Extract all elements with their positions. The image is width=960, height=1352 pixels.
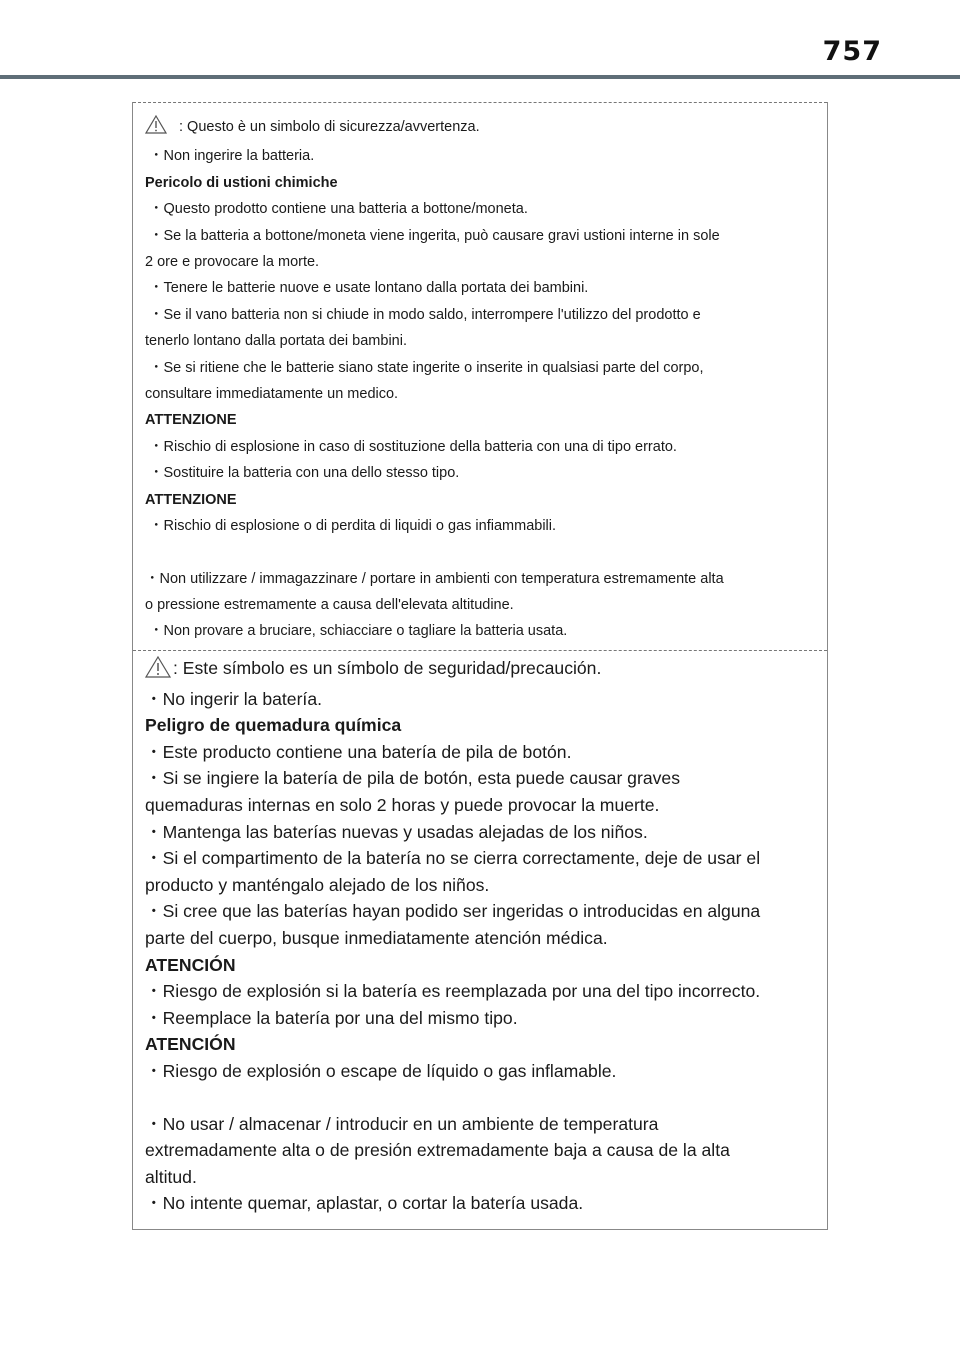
text-line: ・Rischio di esplosione in caso di sostituzione della batteria con una di tipo errato.: [149, 438, 677, 455]
spanish-lines: [145, 686, 815, 1217]
text-line: ・Tenere le batterie nuove e usate lontano dalla portata dei bambini.: [149, 280, 589, 297]
warning-triangle-icon: [145, 115, 167, 143]
text-line: producto y manténgalo alejado de los niños.: [145, 874, 490, 895]
text-line: ・Rischio di esplosione o di perdita di liquidi o gas infiammabili.: [149, 518, 557, 535]
text-line: quemaduras internas en solo 2 horas y puede provocar la muerte.: [145, 794, 660, 815]
spanish-warning-line: [145, 655, 815, 686]
text-line: tenerlo lontano dalla portata dei bambini.: [145, 333, 407, 350]
text-line: ・No usar / almacenar / introducir en un ambiente de temperatura: [145, 1113, 659, 1134]
text-line: consultare immediatamente un medico.: [145, 386, 399, 403]
header-rule: [0, 75, 960, 79]
text-line: ・Sostituire la batteria con una dello stesso tipo.: [149, 465, 460, 482]
text-line: altitud.: [145, 1166, 197, 1187]
section-heading: ATTENZIONE: [145, 491, 237, 508]
text-line: ・Riesgo de explosión si la batería es reemplazada por una del tipo incorrecto.: [145, 981, 761, 1002]
section-heading: Pericolo di ustioni chimiche: [145, 174, 338, 191]
text-line: extremadamente alta o de presión extremadamente baja a causa de la alta: [145, 1140, 730, 1161]
text-line: ・Reemplace la batería por una del mismo tipo.: [145, 1007, 518, 1028]
blank-line: [145, 540, 815, 566]
italian-lines: [145, 143, 815, 644]
text-line: o pressione estremamente a causa dell'elevata altitudine.: [145, 596, 514, 613]
text-line: ・Se la batteria a bottone/moneta viene ingerita, può causare gravi ustioni interne in sole: [149, 227, 720, 244]
text-line: ・Non utilizzare / immagazzinare / portare in ambienti con temperatura estremamente alta: [145, 570, 724, 587]
italian-warning-line: [145, 114, 815, 143]
section-heading: Peligro de quemadura química: [145, 715, 402, 736]
text-line: ・Si el compartimento de la batería no se cierra correctamente, deje de usar el: [145, 848, 761, 869]
text-line: ・No ingerir la batería.: [145, 688, 322, 709]
middle-dashed-divider: [133, 650, 827, 651]
text-line: ・Riesgo de explosión o escape de líquido o gas inflamable.: [145, 1060, 617, 1081]
section-heading: ATENCIÓN: [145, 954, 236, 975]
section-heading: ATTENZIONE: [145, 412, 237, 429]
text-line: ・Mantenga las baterías nuevas y usadas alejadas de los niños.: [145, 821, 648, 842]
text-line: ・Non ingerire la batteria.: [149, 148, 315, 165]
italian-warning-text: : Questo è un simbolo di sicurezza/avvertenza.: [179, 119, 480, 135]
text-line: parte del cuerpo, busque inmediatamente atención médica.: [145, 927, 608, 948]
text-line: ・Se il vano batteria non si chiude in modo saldo, interrompere l'utilizzo del prodotto e: [149, 306, 701, 323]
italian-section: [145, 114, 815, 645]
section-heading: ATENCIÓN: [145, 1034, 236, 1055]
text-line: 2 ore e provocare la morte.: [145, 254, 320, 271]
text-line: ・Este producto contiene una batería de pila de botón.: [145, 741, 572, 762]
top-dashed-border: [133, 102, 827, 103]
warning-triangle-icon: [145, 656, 171, 686]
blank-line: [145, 1085, 815, 1111]
text-line: ・Non provare a bruciare, schiacciare o tagliare la batteria usata.: [149, 623, 568, 640]
text-line: ・Questo prodotto contiene una batteria a bottone/moneta.: [149, 201, 528, 218]
warning-box: [132, 102, 828, 1230]
text-line: ・Si se ingiere la batería de pila de botón, esta puede causar graves: [145, 768, 680, 789]
text-line: ・Si cree que las baterías hayan podido ser ingeridas o introducidas en alguna: [145, 901, 761, 922]
page-number: 757: [822, 36, 882, 67]
spanish-warning-text: : Este símbolo es un símbolo de seguridad/precaución.: [173, 658, 602, 678]
text-line: ・No intente quemar, aplastar, o cortar la batería usada.: [145, 1193, 584, 1214]
spanish-section: [145, 655, 815, 1217]
text-line: ・Se si ritiene che le batterie siano state ingerite o inserite in qualsiasi parte del corpo,: [149, 359, 704, 376]
